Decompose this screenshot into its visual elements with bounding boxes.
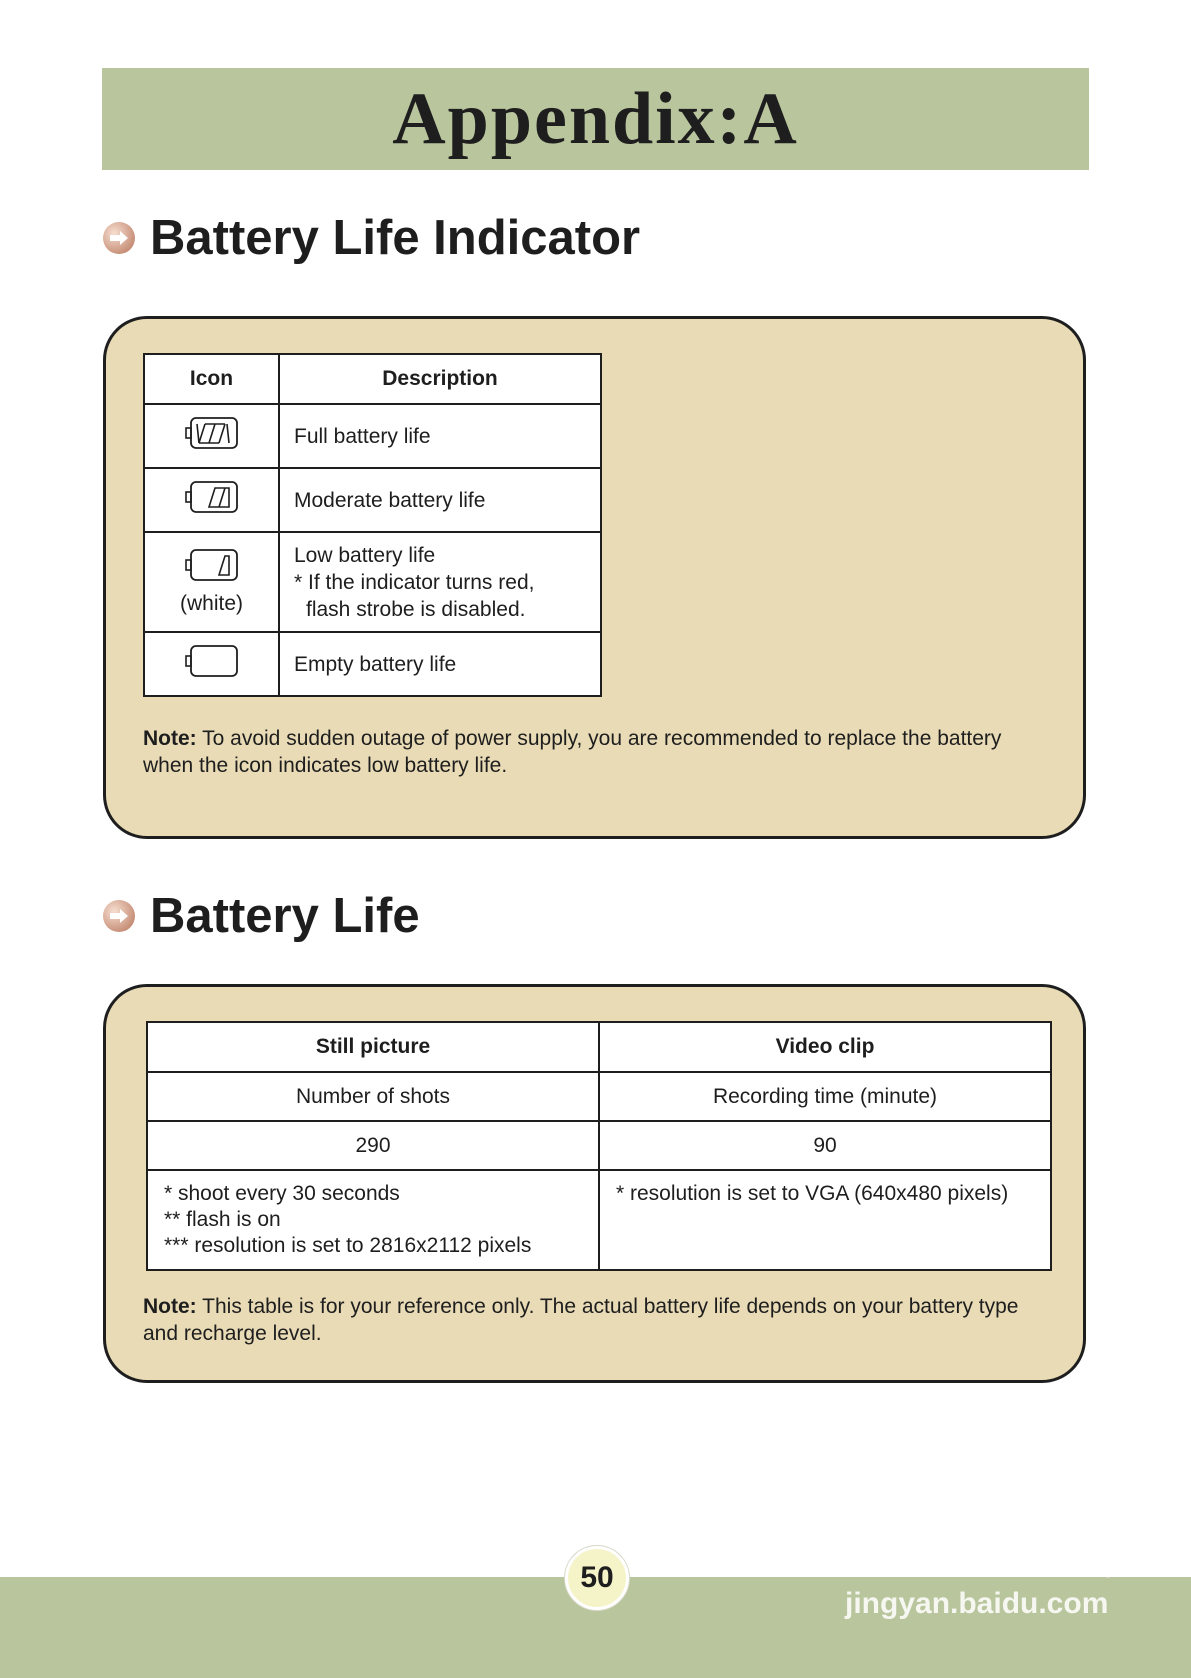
description-cell: Full battery life: [279, 404, 601, 468]
battery-life-panel: [103, 984, 1086, 1383]
note-label: Note:: [143, 1295, 197, 1318]
column-header-video: Video clip: [599, 1022, 1051, 1072]
video-notes: * resolution is set to VGA (640x480 pixels): [599, 1170, 1051, 1270]
value-minutes: 90: [599, 1121, 1051, 1170]
watermark-brand: Bai du 经验: [845, 1521, 1153, 1584]
section-title: Battery Life: [150, 889, 420, 943]
table-row: [147, 1170, 1051, 1270]
section-heading-battery-life: [102, 888, 420, 944]
subheader-shots: Number of shots: [147, 1072, 599, 1121]
section-title: Battery Life Indicator: [150, 211, 641, 265]
indicator-note: [143, 725, 1047, 779]
battery-low-icon: [185, 548, 239, 582]
battery-life-table: [146, 1021, 1052, 1271]
table-row: [144, 404, 601, 468]
arrow-bullet-icon: [102, 221, 136, 255]
table-row: [144, 468, 601, 532]
table-row: [147, 1072, 1051, 1121]
battery-life-note: [143, 1293, 1047, 1347]
value-shots: 290: [147, 1121, 599, 1170]
battery-indicator-panel: [103, 316, 1086, 839]
description-cell: Moderate battery life: [279, 468, 601, 532]
subheader-recording: Recording time (minute): [599, 1072, 1051, 1121]
description-cell: Empty battery life: [279, 632, 601, 696]
table-row: [147, 1121, 1051, 1170]
column-header-still: Still picture: [147, 1022, 599, 1072]
section-heading-battery-indicator: [102, 210, 640, 266]
icon-color-label: (white): [179, 592, 243, 615]
watermark-url: jingyan.baidu.com: [845, 1587, 1109, 1620]
note-text: To avoid sudden outage of power supply, you are recommended to replace the battery when the icon indicates low battery life.: [143, 727, 1002, 777]
indicator-table: [143, 353, 602, 697]
column-header-icon: Icon: [144, 354, 279, 404]
table-row: [144, 632, 601, 696]
watermark: [845, 1521, 1153, 1621]
title-banner: [102, 68, 1089, 170]
note-label: Note:: [143, 727, 197, 750]
battery-full-icon: [185, 416, 239, 450]
description-cell: Low battery life * If the indicator turns red, flash strobe is disabled.: [279, 532, 601, 632]
still-notes: * shoot every 30 seconds ** flash is on *** resolution is set to 2816x2112 pixels: [147, 1170, 599, 1270]
note-text: This table is for your reference only. The actual battery life depends on your battery type and recharge level.: [143, 1295, 1019, 1345]
page-number: 50: [565, 1546, 629, 1610]
column-header-description: Description: [279, 354, 601, 404]
battery-empty-icon: [185, 644, 239, 678]
battery-moderate-icon: [185, 480, 239, 514]
arrow-bullet-icon: [102, 899, 136, 933]
table-row: [144, 532, 601, 632]
page-title: Appendix:A: [392, 77, 799, 160]
